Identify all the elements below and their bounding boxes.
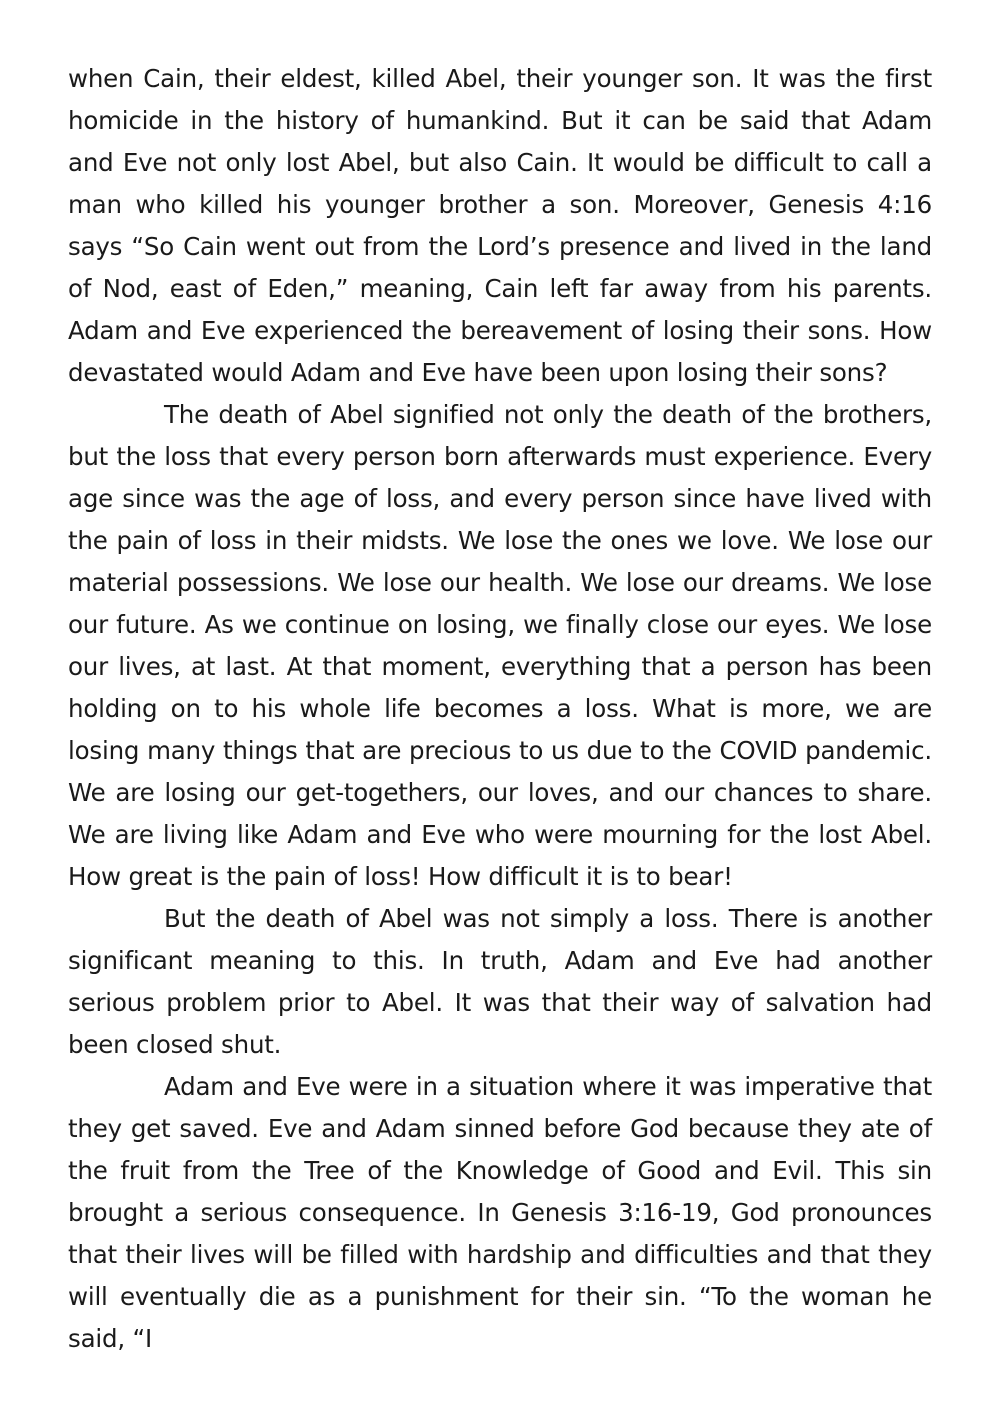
document-body (68, 58, 932, 1360)
paragraph-3: But the death of Abel was not simply a loss. There is another significant meaning to this. In truth, Adam and Eve had another serious problem prior to Abel. It was that their way of salvation had been closed shut. (68, 904, 932, 1059)
paragraph-1: when Cain, their eldest, killed Abel, their younger son. It was the first homicide in the history of humankind. But it can be said that Adam and Eve not only lost Abel, but also Cain. It would be difficult to call a man who killed his younger brother a son. Moreover, Genesis 4:16 says “So Cain went out from the Lord’s presence and lived in the land of Nod, east of Eden,” meaning, Cain left far away from his parents. Adam and Eve experienced the bereavement of losing their sons. How devastated would Adam and Eve have been upon losing their sons? (68, 64, 932, 387)
paragraph-4: Adam and Eve were in a situation where it was imperative that they get saved. Eve and Adam sinned before God because they ate of the fruit from the Tree of the Knowledge of Good and Evil. This sin brought a serious consequence. In Genesis 3:16-19, God pronounces that their lives will be filled with hardship and difficulties and that they will eventually die as a punishment for their sin. “To the woman he said, “I (68, 1072, 932, 1353)
paragraph-2: The death of Abel signified not only the death of the brothers, but the loss that every person born afterwards must experience. Every age since was the age of loss, and every person since have lived with the pain of loss in their midsts. We lose the ones we love. We lose our material possessions. We lose our health. We lose our dreams. We lose our future. As we continue on losing, we finally close our eyes. We lose our lives, at last. At that moment, everything that a person has been holding on to his whole life becomes a loss. What is more, we are losing many things that are precious to us due to the COVID pandemic. We are losing our get-togethers, our loves, and our chances to share. We are living like Adam and Eve who were mourning for the lost Abel. How great is the pain of loss! How difficult it is to bear! (68, 400, 932, 891)
